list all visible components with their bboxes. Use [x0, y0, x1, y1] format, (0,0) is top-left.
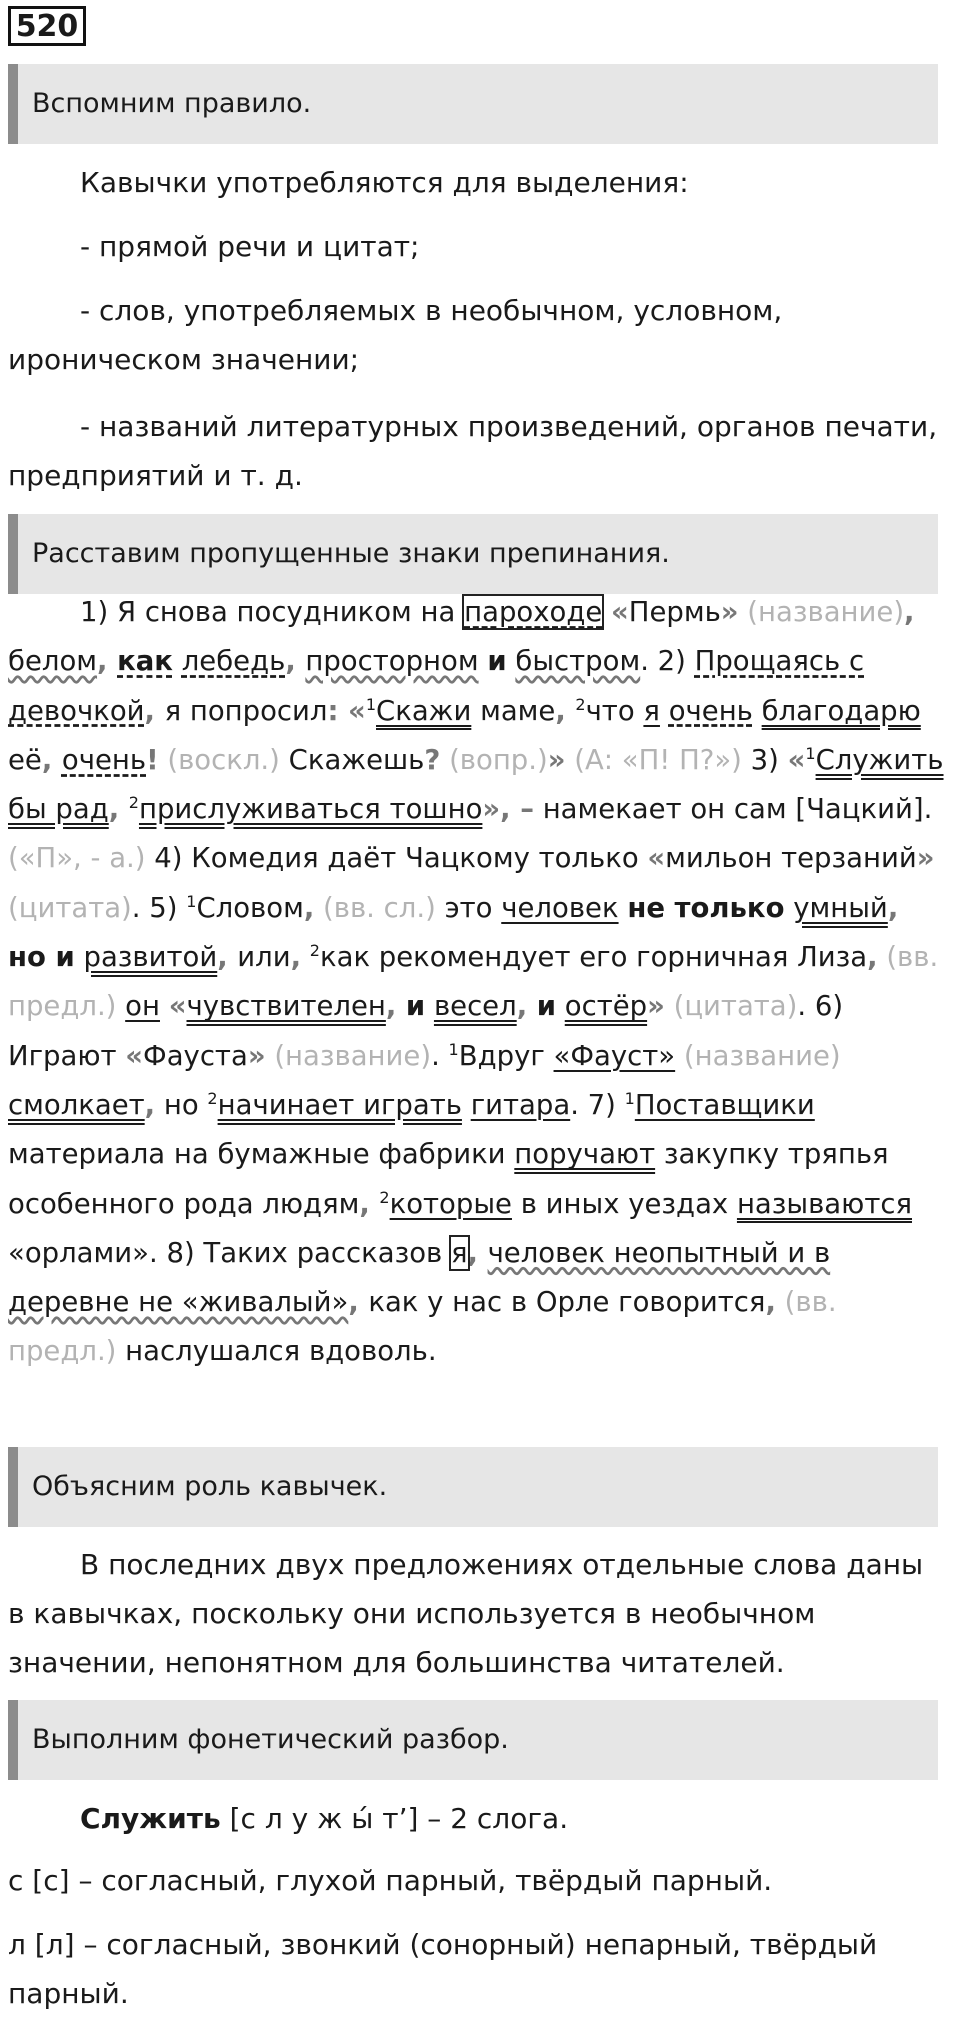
task-text-run: маме — [471, 694, 556, 727]
part-index-mark: 1 — [624, 1088, 635, 1108]
section-header-phonetic: Выполним фонетический разбор. — [8, 1700, 938, 1780]
task-text-run — [462, 1089, 471, 1121]
section-header-rule: Вспомним правило. — [8, 64, 938, 144]
subject-word: я — [643, 694, 660, 727]
phonetic-line: л [л] – согласный, звонкий (сонорный) непарный, твёрдый парный. — [8, 1928, 878, 2010]
predicate-word: называются — [736, 1187, 912, 1220]
task-text-run: мильон терзаний — [665, 842, 917, 875]
punctuation-mark: , — [385, 990, 406, 1023]
task-text-run: наслушался вдоволь. — [116, 1335, 437, 1368]
task-text-run: . 6) Играют — [8, 990, 844, 1072]
part-index-mark: 2 — [379, 1187, 390, 1207]
task-text-run: очень — [61, 743, 147, 776]
task-text-run: намекает он сам [Чацкий]. — [533, 793, 933, 826]
part-index-mark: 2 — [128, 793, 139, 813]
predicate-word: Скажи — [376, 694, 472, 727]
predicate-word: умный — [793, 891, 888, 924]
punctuation-mark: , — [359, 1187, 380, 1220]
punctuation-mark: , — [290, 941, 302, 974]
annotation-note: (цитата) — [664, 990, 798, 1023]
task-text-run: Словом — [196, 891, 304, 924]
task-text-run — [301, 941, 310, 973]
punctuation-mark: , — [904, 596, 915, 628]
predicate-word: весел — [433, 990, 517, 1023]
task-text-run: Прощаясь с девочкой — [8, 645, 865, 727]
punctuation-mark: ? — [424, 743, 441, 776]
punctuation-mark: , — [887, 891, 899, 924]
subject-word: которые — [389, 1187, 512, 1220]
punctuation-mark: « — [647, 842, 666, 875]
task-text-run: я — [450, 1236, 468, 1269]
task-text-run — [602, 596, 611, 628]
predicate-word: остёр — [564, 990, 648, 1023]
task-text-run: и — [487, 645, 507, 678]
punctuation-mark: , — [348, 1286, 369, 1319]
task-text-run — [660, 695, 669, 727]
annotation-note: (название) — [675, 1039, 841, 1072]
task-text-run — [160, 990, 169, 1022]
punctuation-mark: » — [547, 743, 566, 776]
punctuation-mark: » — [247, 1039, 266, 1072]
task-text — [8, 588, 944, 1377]
task-text-run: Скажешь — [288, 743, 425, 776]
punctuation-mark: , — [765, 1286, 776, 1319]
part-index-mark: 1 — [365, 694, 377, 714]
punctuation-mark: ! — [146, 743, 159, 776]
predicate-word: смолкает — [8, 1088, 145, 1121]
predicate-word: чувствителен — [186, 990, 386, 1023]
task-text-run: и — [536, 990, 556, 1023]
punctuation-mark: , — [467, 1236, 488, 1269]
punctuation-mark: , — [217, 941, 238, 974]
task-text-run: Вдруг — [458, 1039, 554, 1072]
punctuation-mark: « — [168, 990, 187, 1023]
punctuation-mark: , — [867, 941, 878, 974]
task-text-run — [425, 990, 434, 1022]
task-text-run: Пермь — [628, 596, 721, 628]
predicate-word: развитой — [83, 941, 218, 974]
task-text-run — [173, 645, 182, 677]
task-text-run: как — [117, 645, 173, 678]
rule-intro: Кавычки употребляются для выделения: — [80, 166, 689, 199]
part-index-mark: 2 — [309, 940, 320, 960]
annotation-note: (цитата) — [8, 891, 132, 924]
punctuation-mark: », – — [482, 793, 534, 826]
task-text-run: просторном — [305, 645, 479, 678]
predicate-word: Служить бы рад — [8, 743, 944, 826]
part-index-mark: 2 — [575, 694, 586, 714]
task-text-run — [116, 990, 125, 1022]
punctuation-mark: « — [787, 743, 806, 776]
task-text-run: или — [237, 941, 291, 974]
punctuation-mark: , — [555, 694, 576, 727]
task-text-run — [753, 695, 762, 727]
subject-word: Поставщики — [634, 1088, 815, 1121]
predicate-word: благодарю — [761, 694, 921, 727]
section-header-quotes-role: Объясним роль кавычек. — [8, 1447, 938, 1527]
punctuation-mark: , — [108, 793, 129, 826]
task-text-run: очень — [668, 694, 753, 727]
rule-item: - слов, употребляемых в необычном, условном, ироническом значении; — [8, 294, 783, 376]
subject-word: «Фауст» — [553, 1039, 676, 1072]
annotation-note: (воскл.) — [158, 743, 289, 776]
punctuation-mark: : « — [327, 694, 366, 727]
punctuation-mark: , — [285, 645, 306, 678]
predicate-word: прислуживаться тошно — [138, 793, 483, 826]
task-text-run: человек неопытный и в деревне не «живалый» — [8, 1236, 831, 1319]
part-index-mark: 1 — [805, 743, 816, 763]
phonetic-transcription: [с л у ж ы́ т’] – 2 слога. — [220, 1802, 569, 1835]
task-text-run: в иных уездах — [511, 1187, 737, 1220]
subject-word: человек — [501, 891, 619, 924]
section-header-punctuation: Расставим пропущенные знаки препинания. — [8, 514, 938, 594]
phonetic-heading — [8, 1794, 943, 1843]
punctuation-mark: , — [144, 1088, 156, 1121]
subject-word: гитара — [470, 1088, 571, 1121]
task-text-run: 1) Я снова посудником на — [80, 596, 465, 628]
annotation-note: (вв. предл.) — [8, 941, 939, 1023]
punctuation-mark: « — [125, 1039, 144, 1072]
subject-word: он — [125, 990, 160, 1023]
task-text-run: быстром — [515, 645, 641, 678]
task-text-run: и — [405, 990, 426, 1023]
task-text-run: что — [585, 694, 644, 727]
punctuation-mark: « — [611, 596, 629, 628]
task-text-run: я попросил — [164, 694, 328, 727]
annotation-note: (вв. сл.) — [314, 891, 436, 924]
task-text-run: . 5) — [131, 891, 187, 924]
task-text-run: как рекомендует его горничная Лиза — [319, 941, 868, 974]
task-text-run — [784, 892, 793, 924]
phonetic-line: с [с] – согласный, глухой парный, твёрдый парный. — [8, 1864, 773, 1897]
task-text-run: это — [435, 891, 502, 924]
punctuation-mark: , — [516, 990, 537, 1023]
task-text-run: . 7) — [570, 1088, 625, 1121]
exercise-number: 520 — [8, 6, 86, 46]
task-text-run: 4) Комедия даёт Чацкому только — [145, 842, 648, 875]
task-text-run: Фауста — [143, 1039, 248, 1072]
task-text-run: как у нас в Орле говорится — [368, 1286, 766, 1319]
punctuation-mark: , — [97, 645, 118, 678]
task-text-run: материала на бумажные фабрики — [8, 1138, 515, 1171]
annotation-note: (вопр.) — [440, 743, 548, 776]
predicate-word: начинает играть — [217, 1088, 462, 1121]
task-text-run: . 2) — [640, 645, 695, 678]
punctuation-mark: , — [303, 891, 315, 924]
task-text-run: но — [155, 1088, 208, 1121]
task-text-run: но и — [8, 941, 75, 974]
quotes-role-text: В последних двух предложениях отдельные слова даны в кавычках, поскольку они используется в необычном значении, непонятном для большинства читателей. — [8, 1548, 924, 1679]
task-text-run: «орлами». 8) Таких рассказов — [8, 1236, 451, 1269]
part-index-mark: 1 — [186, 891, 197, 911]
task-text-run: её — [8, 743, 42, 776]
task-text-run — [556, 990, 565, 1022]
task-text-run: лебедь — [181, 645, 286, 678]
phonetic-word: Служить — [80, 1802, 221, 1835]
predicate-word: поручают — [514, 1138, 656, 1171]
part-index-mark: 2 — [207, 1088, 218, 1108]
punctuation-mark: » — [720, 596, 739, 628]
task-text-run: 3) — [741, 743, 788, 776]
task-text-run: . — [431, 1039, 449, 1072]
task-text-run: белом — [8, 645, 98, 678]
annotation-note: (вв. предл.) — [8, 1286, 837, 1368]
punctuation-mark: » — [916, 842, 935, 875]
annotation-note: (название) — [738, 596, 905, 628]
rule-item: - прямой речи и цитат; — [80, 230, 420, 263]
punctuation-mark: , — [41, 743, 62, 776]
punctuation-mark: » — [647, 990, 665, 1023]
rule-item: - названий литературных произведений, органов печати, предприятий и т. д. — [8, 410, 938, 492]
task-text-run — [75, 941, 84, 973]
task-text-run: не только — [627, 891, 785, 924]
annotation-note: (А: «П! П?») — [565, 743, 742, 776]
punctuation-mark: , — [144, 694, 165, 727]
part-index-mark: 1 — [448, 1039, 459, 1059]
annotation-note: («П», - а.) — [8, 842, 146, 875]
task-text-run: закупку тряпья особенного рода людям — [8, 1138, 889, 1220]
annotation-note: (название) — [265, 1039, 432, 1072]
task-text-run — [619, 892, 628, 924]
task-text-run: пароходе — [464, 596, 603, 628]
